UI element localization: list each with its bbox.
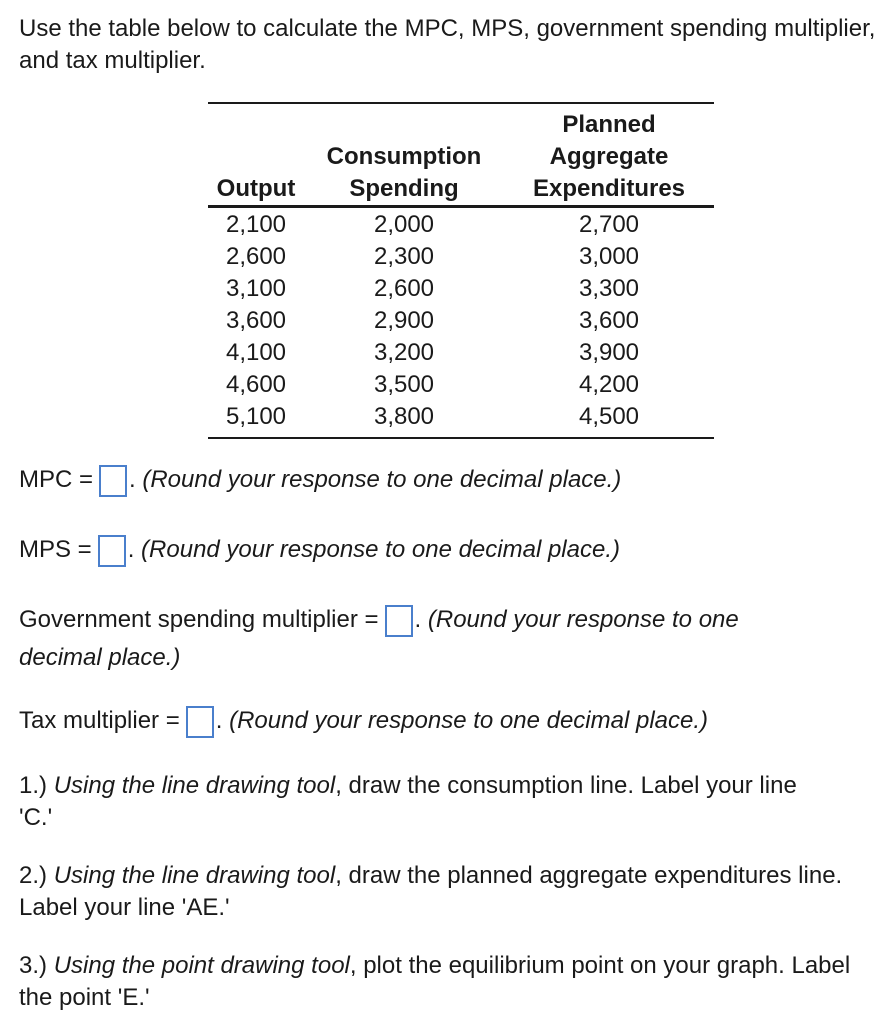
instruction-number: 3.) <box>19 952 54 979</box>
cell-expenditures: 3,000 <box>578 243 640 270</box>
mpc-label: MPC = <box>19 466 94 493</box>
table-row <box>208 273 714 305</box>
instruction-tool: Using the line drawing tool <box>53 772 336 799</box>
mps-question <box>19 534 620 567</box>
cell-output: 2,600 <box>225 243 287 270</box>
cell-output: 3,600 <box>225 307 287 334</box>
cell-output: 5,100 <box>225 403 287 430</box>
cell-output: 3,100 <box>225 275 287 302</box>
instruction-number: 2.) <box>19 862 54 889</box>
instruction-2 <box>19 860 864 924</box>
gov-multiplier-answer-input[interactable] <box>385 605 413 637</box>
cell-output: 4,600 <box>225 371 287 398</box>
cell-consumption: 2,600 <box>373 275 435 302</box>
table-row <box>208 207 714 242</box>
instruction-1 <box>19 770 819 834</box>
table-row <box>208 305 714 337</box>
gov-multiplier-hint-continued: decimal place.) <box>19 644 181 671</box>
cell-output: 2,100 <box>225 211 287 238</box>
cell-expenditures: 3,900 <box>578 339 640 366</box>
instruction-text: , plot the equilibrium point on your graph. Label the point 'E.' <box>19 952 851 1011</box>
table-row <box>208 369 714 401</box>
header-output: Output <box>208 103 304 207</box>
data-table-container <box>208 102 714 439</box>
gov-multiplier-question <box>19 604 739 637</box>
cell-consumption: 2,000 <box>373 211 435 238</box>
tax-multiplier-answer-input[interactable] <box>186 706 214 738</box>
table-row <box>208 241 714 273</box>
intro-text: Use the table below to calculate the MPC, MPS, government spending multiplier, and tax multiplier. <box>19 15 876 74</box>
mps-answer-input[interactable] <box>98 535 126 567</box>
tax-multiplier-hint: (Round your response to one decimal place.) <box>229 707 709 734</box>
tax-multiplier-period: . <box>215 707 230 734</box>
cell-expenditures: 2,700 <box>578 211 640 238</box>
instruction-text: , draw the planned aggregate expenditures line. Label your line 'AE.' <box>19 862 843 921</box>
mpc-hint: (Round your response to one decimal place.) <box>142 466 622 493</box>
instruction-text: , draw the consumption line. Label your line 'C.' <box>19 772 797 831</box>
cell-expenditures: 4,200 <box>578 371 640 398</box>
table-header-row <box>208 103 714 207</box>
mps-hint: (Round your response to one decimal place.) <box>141 536 620 563</box>
mpc-question <box>19 464 621 497</box>
instruction-3 <box>19 950 864 1014</box>
mps-period: . <box>127 536 142 563</box>
tax-multiplier-label: Tax multiplier = <box>19 707 180 734</box>
cell-consumption: 2,300 <box>373 243 435 270</box>
gov-multiplier-period: . <box>414 606 428 633</box>
cell-consumption: 3,800 <box>373 403 435 430</box>
mps-label: MPS = <box>19 536 92 563</box>
cell-output: 4,100 <box>225 339 287 366</box>
header-planned-aggregate-expenditures: Planned Aggregate Expenditures <box>504 103 714 207</box>
table-row <box>208 401 714 438</box>
cell-consumption: 3,200 <box>373 339 435 366</box>
header-consumption-spending: Consumption Spending <box>304 103 504 207</box>
instruction-tool: Using the point drawing tool <box>53 952 350 979</box>
cell-consumption: 2,900 <box>373 307 435 334</box>
gov-multiplier-hint: (Round your response to one <box>427 606 739 633</box>
tax-multiplier-question <box>19 705 708 738</box>
instruction-tool: Using the line drawing tool <box>53 862 336 889</box>
cell-expenditures: 3,300 <box>578 275 640 302</box>
mpc-period: . <box>129 466 143 493</box>
mpc-answer-input[interactable] <box>99 465 127 497</box>
cell-consumption: 3,500 <box>373 371 435 398</box>
cell-expenditures: 4,500 <box>578 403 640 430</box>
gov-multiplier-label: Government spending multiplier = <box>19 606 379 633</box>
data-table <box>208 102 714 439</box>
cell-expenditures: 3,600 <box>578 307 640 334</box>
instruction-number: 1.) <box>19 772 54 799</box>
table-row <box>208 337 714 369</box>
